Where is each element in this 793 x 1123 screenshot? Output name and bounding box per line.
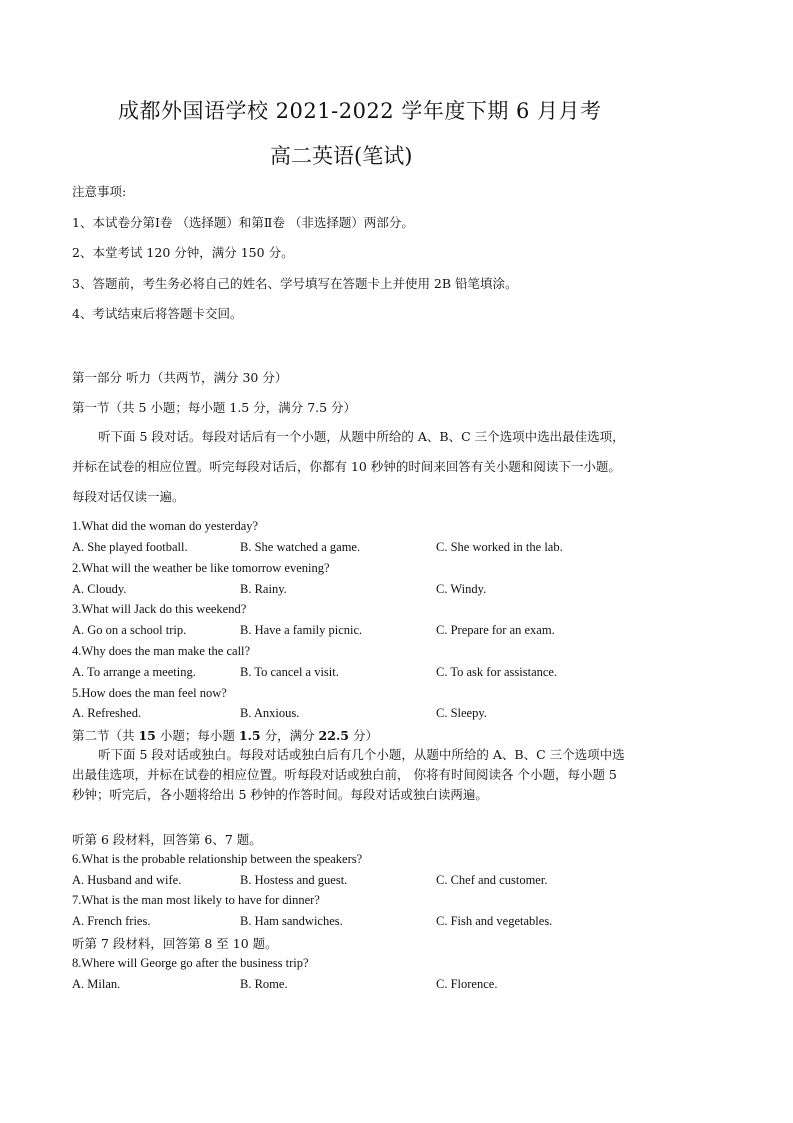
option-b: B. Have a family picnic. [240, 623, 363, 637]
notice-heading: 注意事项: [72, 184, 127, 199]
notice-item: 1、本试卷分第Ⅰ卷 （选择题）和第Ⅱ卷 （非选择题）两部分。 [72, 215, 414, 230]
option-b: B. Rainy. [240, 582, 287, 596]
notice-item: 3、答题前，考生务必将自己的姓名、学号填写在答题卡上并使用 2B 铅笔填涂。 [72, 276, 518, 291]
exam-subtitle: 高二英语(笔试) [270, 144, 413, 168]
option-a: A. Go on a school trip. [72, 623, 187, 637]
option-b: B. To cancel a visit. [240, 665, 339, 679]
option-a: A. Husband and wife. [72, 873, 182, 887]
question-stem: 4.Why does the man make the call? [72, 644, 251, 658]
option-b: B. Ham sandwiches. [240, 914, 343, 928]
question-stem: 5.How does the man feel now? [72, 686, 227, 700]
notice-item: 4、考试结束后将答题卡交回。 [72, 306, 243, 321]
question-stem: 3.What will Jack do this weekend? [72, 602, 247, 616]
question-stem: 8.Where will George go after the business trip? [72, 956, 309, 970]
option-c: C. Chef and customer. [436, 873, 548, 887]
section1-instructions: 听下面 5 段对话。每段对话后有一个小题，从题中所给的 A、B、C 三个选项中选出最佳选项，并标在试卷的相应位置。听完每段对话后，你都有 10 秒钟的时间来回答有关小题和阅读下一小题。每段对话仅读一遍。 [72, 429, 625, 504]
option-c: C. Prepare for an exam. [436, 623, 555, 637]
option-b: B. She watched a game. [240, 540, 361, 554]
option-b: B. Hostess and guest. [240, 873, 348, 887]
option-c: C. To ask for assistance. [436, 665, 558, 679]
option-c: C. She worked in the lab. [436, 540, 563, 554]
option-c: C. Fish and vegetables. [436, 914, 553, 928]
option-a: A. Cloudy. [72, 582, 127, 596]
option-a: A. Refreshed. [72, 706, 142, 720]
option-c: C. Windy. [436, 582, 487, 596]
material-heading: 听第 7 段材料，回答第 8 至 10 题。 [72, 936, 278, 951]
material-heading: 听第 6 段材料，回答第 6、7 题。 [72, 832, 262, 847]
option-c: C. Sleepy. [436, 706, 487, 720]
section2-heading: 第二节（共 15 小题；每小题 1.5 分，满分 22.5 分） [72, 728, 378, 743]
option-a: A. She played football. [72, 540, 188, 554]
section1-heading: 第一节（共 5 小题；每小题 1.5 分，满分 7.5 分） [72, 400, 357, 415]
part1-heading: 第一部分 听力（共两节，满分 30 分） [72, 370, 288, 385]
question-stem: 7.What is the man most likely to have for dinner? [72, 893, 320, 907]
section2-instructions: 听下面 5 段对话或独白。每段对话或独白后有几个小题，从题中所给的 A、B、C 三个选项中选出最佳选项，并标在试卷的相应位置。听每段对话或独白前， 你将有时间阅读各 个小题，每小题 5 秒钟；听完后，各小题将给出 5 秒钟的作答时间。每段对话或独白读两遍。 [72, 747, 625, 802]
question-stem: 1.What did the woman do yesterday? [72, 519, 259, 533]
option-b: B. Anxious. [240, 706, 300, 720]
option-a: A. French fries. [72, 914, 151, 928]
notice-item: 2、本堂考试 120 分钟，满分 150 分。 [72, 245, 294, 260]
exam-title: 成都外国语学校 2021-2022 学年度下期 6 月月考 [118, 99, 602, 123]
option-b: B. Rome. [240, 977, 288, 991]
question-stem: 2.What will the weather be like tomorrow evening? [72, 561, 330, 575]
question-stem: 6.What is the probable relationship between the speakers? [72, 852, 363, 866]
option-a: A. To arrange a meeting. [72, 665, 196, 679]
option-c: C. Florence. [436, 977, 498, 991]
option-a: A. Milan. [72, 977, 121, 991]
